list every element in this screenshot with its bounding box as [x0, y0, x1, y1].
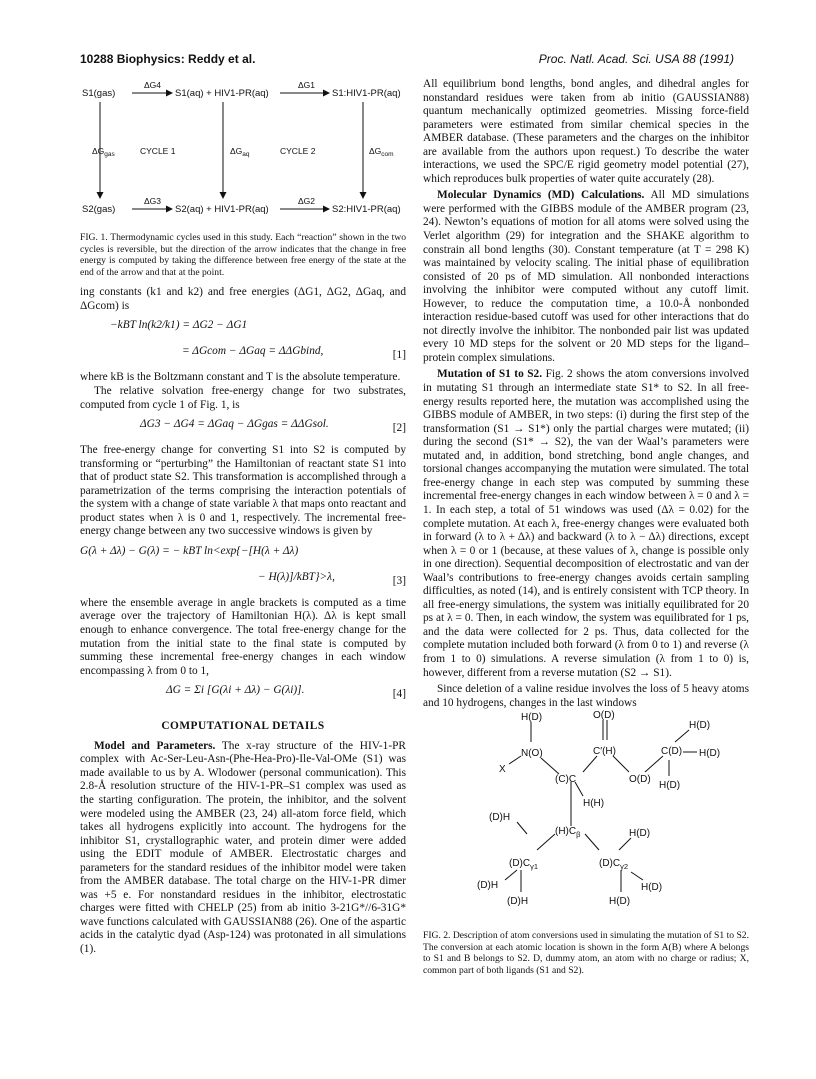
atom-label: N(O): [521, 748, 543, 760]
atom-label: (D)H: [489, 812, 511, 824]
figure-1-caption: FIG. 1. Thermodynamic cycles used in this study. Each “reaction” shown in the two cycles is reversible, but the direction of the arrow indicates that the change in free energy is computed by taking the difference between free energy of the state at the end of the arrow and that at the point.: [80, 232, 406, 278]
bond: [541, 758, 559, 774]
paragraph: Model and Parameters. The x-ray structure of the HIV-1-PR complex with Ac-Ser-Leu-Asn-(Phe-Hea-Pro)-Ile-Val-OMe (S1) was made available to us by A. Wlodower (personal communication). This 2.8-Å resolution structure of the HIV-1-PR–S1 complex was used as the starting configuration. The protein, the inhibitor, and the solvent were modeled using the AMBER (23, 24) all-atom force field, which takes all hydrogens explicitly into account. The hydrogens for the inhibitor S1, crystallographic water, and protein dimer were added using the EDIT module of AMBER. Electrostatic charges and parameters for the standard residues of the inhibitor model were taken from the AMBER database. The total charge on the HIV-1-PR dimer was +5 e. For nonstandard residues in the inhibitor, electrostatic charges were fitted with CHELP (25) from ab initio 3-21G*//6-31G* wave functions calculated with GAUSSIAN88 (26). One of the aspartic acids in the catalytic dyad (Asp-124) was protonated in all simulations (1).: [80, 739, 406, 955]
bond: [675, 730, 689, 742]
paragraph: Molecular Dynamics (MD) Calculations. All MD simulations were performed with the GIBBS module of the AMBER program (23, 24). Newton’s equations of motion for all atoms were solved using the Verlet algorithm (29) for integration and the SHAKE algorithm to constrain all bond lengths (30). Constant temperature (at T = 298 K) was maintained by velocity scaling. The initial phase of equilibration consisted of 20 ps of MD simulation. All nonbonded interactions involving the inhibitor were computed without any cutoff limit. However, to reduce the computation time, a 10.0-Å nonbonded interaction residue-based cutoff was used for other interactions that do not directly involve the inhibitor. The nonbonded pair list was updated every 10 MD steps for the solvent or 20 MD steps for the ligand–protein complex simulations.: [423, 189, 750, 364]
paragraph: All equilibrium bond lengths, bond angles, and dihedral angles for nonstandard residues were taken from ab initio (GAUSSIAN88) quantum mechanically optimized geometries. Missing force-field parameters were estimated from similar chemical species in the AMBER database. (These parameters and the charges on the inhibitor are available from the authors upon request.) To describe the water interactions, we used the SPC/E rigid geometry model potential (27), which reproduces bulk properties of water quite accurately (28).: [423, 78, 749, 185]
equation-4: ΔG = Σi [G(λi + Δλ) − G(λi)]. [4]: [166, 684, 406, 701]
equation-1b: = ΔGcom − ΔGaq = ΔΔGbind, [1]: [182, 345, 406, 362]
atom-label: $(D)C_{\gamma 1}$: [509, 858, 539, 872]
atom-label: H(D): [659, 780, 681, 792]
atom-label: H(D): [521, 712, 543, 724]
atom-label: H(D): [699, 748, 721, 760]
label-dg-aq: $\Delta G_{aq}$: [230, 146, 250, 158]
bond: [585, 834, 599, 850]
label-dg-gas: $\Delta G_{gas}$: [92, 146, 115, 158]
node-s1-aq: S1(aq) + HIV1-PR(aq): [175, 88, 269, 99]
atom-label: (C)C: [555, 774, 577, 786]
equation-3b: − H(λ)]/kBT}>λ, [3]: [258, 570, 406, 587]
bond: [613, 756, 629, 772]
equation-2: ΔG3 − ΔG4 = ΔGaq − ΔGgas = ΔΔGsol. [2]: [140, 418, 406, 435]
atom-label: C′(H): [593, 746, 616, 758]
bond: [619, 838, 631, 850]
node-s2-aq: S2(aq) + HIV1-PR(aq): [175, 204, 269, 215]
node-s2-complex: S2:HIV1-PR(aq): [332, 204, 401, 215]
node-s2-gas: S2(gas): [82, 204, 116, 215]
figure-1-diagram: [80, 78, 406, 228]
section-heading: COMPUTATIONAL DETAILS: [161, 720, 325, 733]
atom-label: H(D): [689, 720, 711, 732]
bond: [505, 870, 517, 880]
paragraph: Mutation of S1 to S2. Fig. 2 shows the atom conversions involved in mutating S1 through an intermediate state S1* to S2. In all free-energy results reported here, the mutation was accomplished using the GIBBS module of AMBER, in two steps: (i) during the first step of the transformation (S1 → S1*) only the partial charges were mutated; (ii) during the second (S1* → S2), the van der Waal’s parameters were mutated and, in addition, bond stretching, bond angle changes, and torsional changes accompanying the mutation were simulated. The total free-energy change in each step was computed by summing these incremental free-energy changes in each window between λ = 0 and λ = 1. In each step, a total of 51 windows was used (Δλ = 0.02) for the complete mutation. At each λ, free-energy changes were evaluated both in forward (λ to λ + Δλ) and backward (λ to λ − Δλ) directions, except when λ = 0 or 1 (because, at these values of λ, change is possible only in one direction). Sequential decomposition of electrostatic and van der Waal’s contributions to free-energy changes avoids certain sampling difficulties, as noted (14), and is entirely consistent with TCP theory. In all free-energy simulations, the system was initially equilibrated for 20 ps at λ = 0. Then, in each window, the system was equilibrated for 1 ps, and the data were collected for 2 ps. Thus, data collected for the complete mutation included both forward (λ from 0 to 1) and reverse (λ from 1 to 0) simulations. A reverse simulation (λ from 1 to 0) is, however, different from a reverse mutation (S2 → S1).: [423, 368, 749, 679]
bond: [645, 756, 663, 772]
atom-label: H(H): [583, 798, 605, 810]
atom-label: O(D): [629, 774, 651, 786]
equation-1a: −kBT ln(k2/k1) = ΔG2 − ΔG1: [110, 319, 248, 332]
atom-label: H(D): [641, 882, 663, 894]
figure-2-caption: FIG. 2. Description of atom conversions used in simulating the mutation of S1 to S2. The conversion at each atomic location is shown in the form A(B) where A belongs to S1 and B belongs to S2. D, dummy atom, an atom with no charge or radius; X, common part of both ligands (S1 and S2).: [423, 930, 749, 976]
bond: [517, 822, 527, 834]
running-header-left: 10288 Biophysics: Reddy et al.: [80, 52, 256, 66]
node-s1-complex: S1:HIV1-PR(aq): [332, 88, 401, 99]
label-dg-com: $\Delta G_{com}$: [369, 146, 394, 158]
atom-label: X: [499, 764, 506, 776]
bond: [583, 756, 597, 772]
paragraph: The free-energy change for converting S1 into S2 is computed by transforming or “perturbing” the Hamiltonian of reactant state S1 into that of product state S2. This transformation is accomplished through a parametrization of the terms comprising the interaction potentials of the system with a change of state variable λ that maps onto reactant and product states when λ is 0 and 1, respectively. The incremental free-energy change between any two successive windows is given by: [80, 444, 406, 538]
bond: [631, 872, 643, 880]
paragraph: Since deletion of a valine residue involves the loss of 5 heavy atoms and 10 hydrogens, changes in the last windows: [423, 683, 749, 709]
left-column: [80, 78, 406, 957]
atom-label: (D)H: [507, 896, 529, 908]
atom-label: $(D)C_{\gamma 2}$: [599, 858, 629, 872]
atom-label: H(D): [629, 828, 651, 840]
bond: [537, 834, 555, 850]
label-dg2: ΔG2: [298, 196, 316, 206]
atom-label: C(D): [661, 746, 683, 758]
paragraph: where kB is the Boltzmann constant and T is the absolute temperature.: [80, 371, 401, 384]
bond: [509, 756, 521, 764]
bond: [575, 782, 583, 796]
atom-label: (D)H: [477, 880, 499, 892]
label-cycle-1: CYCLE 1: [140, 146, 176, 156]
figure-2-structure: [433, 710, 759, 926]
label-cycle-2: CYCLE 2: [280, 146, 316, 156]
label-dg4: ΔG4: [144, 80, 162, 90]
right-column: [423, 78, 749, 977]
atom-label: O(D): [593, 710, 615, 722]
equation-3a: G(λ + Δλ) − G(λ) = − kBT ln<exp{−[H(λ + Δλ): [80, 544, 299, 557]
atom-label: H(D): [609, 896, 631, 908]
label-dg1: ΔG1: [298, 80, 316, 90]
paragraph: The relative solvation free-energy change for two substrates, computed from cycle 1 of Fig. 1, is: [80, 385, 406, 411]
running-header-right: Proc. Natl. Acad. Sci. USA 88 (1991): [538, 52, 734, 66]
label-dg3: ΔG3: [144, 196, 162, 206]
paragraph: where the ensemble average in angle brackets is computed as a time average over the trajectory of Hamiltonian H(λ). Δλ is kept small enough to enhance convergence. The total free-energy change for the mutation from the initial state to the final state is computed by summing these incremental free-energy changes in each window encompassing λ from 0 to 1,: [80, 596, 406, 677]
atom-label: $(H)C_\beta$: [555, 826, 581, 840]
paragraph: ing constants (k1 and k2) and free energies (ΔG1, ΔG2, ΔGaq, and ΔGcom) is: [80, 286, 406, 312]
node-s1-gas: S1(gas): [82, 88, 116, 99]
